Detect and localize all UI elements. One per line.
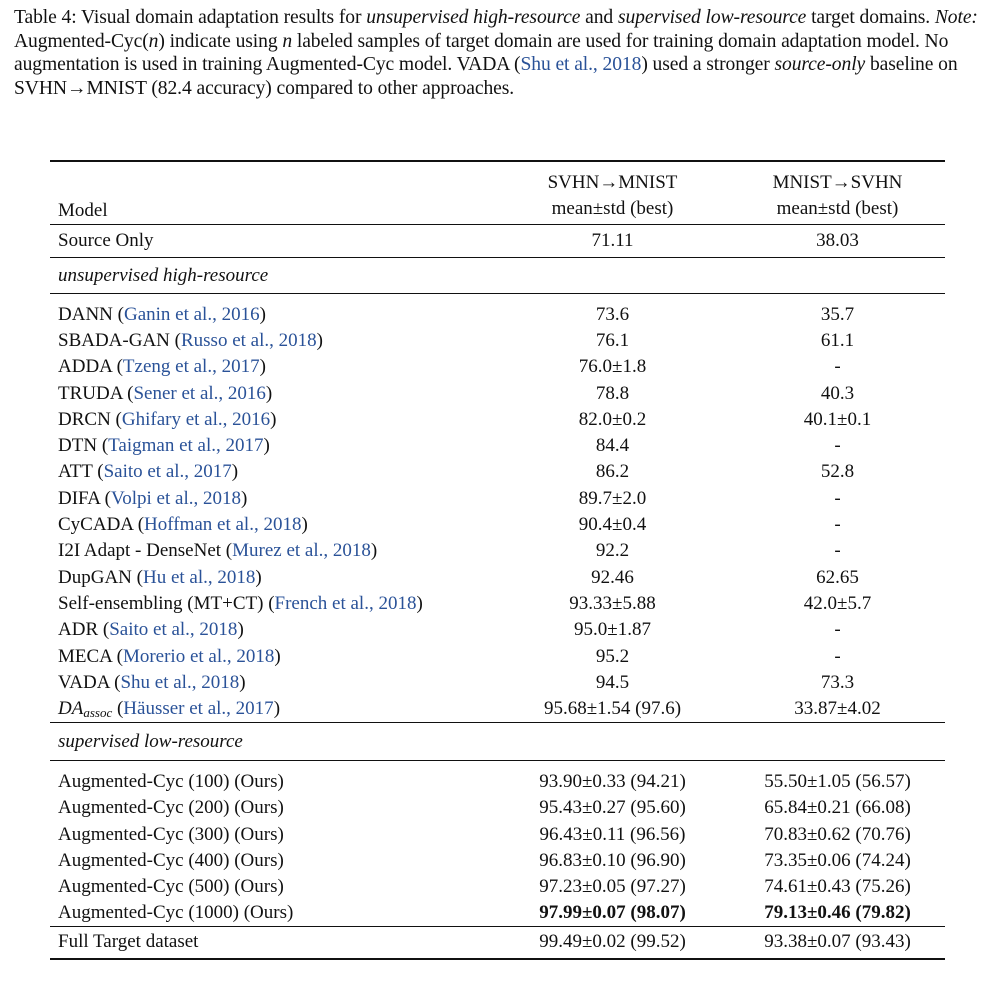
method-name: Augmented-Cyc (400) (Ours) [58,849,284,871]
citation-link[interactable]: Shu et al., 2018 [120,671,240,693]
mnist-svhn-value: - [834,435,841,457]
svhn-mnist-value: 76.1 [595,329,630,351]
citation-link[interactable]: French et al., 2018 [274,592,417,614]
mnist-svhn-value: 40.1±0.1 [803,408,872,430]
method-name: ADR [58,619,99,641]
method-name: Augmented-Cyc (200) (Ours) [58,797,284,819]
table-row: ATT (Saito et al., 2017) 86.2 52.8 [50,459,945,485]
svhn-mnist-value: 86.2 [595,461,630,483]
mnist-svhn-value: - [834,356,841,378]
da-assoc-name: DA [58,697,84,719]
mnist-svhn-value: 62.65 [816,566,859,588]
method-name: Augmented-Cyc (500) (Ours) [58,876,284,898]
table-row: Source Only 71.11 38.03 [50,225,945,258]
citation-link[interactable]: Volpi et al., 2018 [110,487,241,509]
mnist-svhn-value: - [834,540,841,562]
mnist-svhn-value: 52.8 [820,461,855,483]
table-row: DTN (Taigman et al., 2017) 84.4 - [50,433,945,459]
caption-label: Table 4: [14,7,77,28]
mnist-svhn-value: 65.84±0.21 (66.08) [764,797,911,819]
citation-link[interactable]: Morerio et al., 2018 [122,645,275,667]
table-row: CyCADA (Hoffman et al., 2018) 90.4±0.4 - [50,512,945,538]
table-row [50,795,945,821]
table-caption: Table 4: Visual domain adaptation results for unsupervised high-resource and supervised low-resource target domains. Note: Augmented-Cyc(n) indicate using n labeled samples of target domain are used for training domain adaptation model. No augmentation is used in training Augmented-Cyc model. VADA (Shu et al., 2018) used a stronger source-only baseline on SVHN→MNIST (82.4 accuracy) compared to other approaches. [14,7,978,99]
svhn-mnist-value: 95.43±0.27 (95.60) [539,797,686,819]
header-svhn-mnist: SVHN→MNIST mean±std (best) [495,161,730,225]
mnist-svhn-value: 40.3 [820,382,855,404]
citation-link[interactable]: Saito et al., 2018 [109,619,238,641]
table-row: DupGAN (Hu et al., 2018) 92.46 62.65 [50,564,945,590]
method-name: DTN [58,435,98,457]
method-name: Augmented-Cyc (300) (Ours) [58,823,284,845]
citation-link[interactable]: Murez et al., 2018 [232,540,371,562]
mnist-svhn-value: 73.35±0.06 (74.24) [764,849,911,871]
table-row: MECA (Morerio et al., 2018) 95.2 - [50,643,945,669]
citation-link[interactable]: Taigman et al., 2017 [108,435,264,457]
svhn-mnist-value: 76.0±1.8 [578,356,647,378]
table-row: ADDA (Tzeng et al., 2017) 76.0±1.8 - [50,354,945,380]
mnist-svhn-value: 74.61±0.43 (75.26) [764,876,911,898]
table-row: I2I Adapt - DenseNet (Murez et al., 2018) 92.2 - [50,538,945,564]
citation-link[interactable]: Hoffman et al., 2018 [144,514,302,536]
table-row: ADR (Saito et al., 2018) 95.0±1.87 - [50,617,945,643]
svhn-mnist-value: 84.4 [595,435,630,457]
table-row [50,848,945,874]
svhn-mnist-value: 93.90±0.33 (94.21) [539,771,686,793]
svhn-mnist-value: 89.7±2.0 [578,487,647,509]
table-row [50,769,945,795]
method-name: ADDA [58,356,112,378]
svhn-mnist-value: 94.5 [595,671,630,693]
method-name: MECA [58,645,112,667]
method-name: TRUDA [58,382,123,404]
svhn-mnist-value: 97.23±0.05 (97.27) [539,876,686,898]
method-name: VADA [58,671,110,693]
svhn-mnist-value: 90.4±0.4 [578,514,647,536]
citation-link[interactable]: Tzeng et al., 2017 [122,356,260,378]
table-row: $DA_{assoc}$ (Häusser et al., 2017) 95.68±1.54 (97.6) 33.87±4.02 [58,697,881,720]
svhn-mnist-value: 92.2 [595,540,630,562]
method-name: SBADA-GAN [58,329,170,351]
method-name: DIFA [58,487,100,509]
citation-link[interactable]: Russo et al., 2018 [180,329,317,351]
citation-link[interactable]: Sener et al., 2016 [133,382,266,404]
table-row: DANN (Ganin et al., 2016) 73.6 35.7 [50,302,945,328]
svhn-mnist-value: 92.46 [591,566,634,588]
table-row-full-target: Full Target dataset 99.49±0.02 (99.52) 93.38±0.07 (93.43) [50,927,945,959]
mnist-svhn-value: 73.3 [820,671,855,693]
mnist-svhn-value: 42.0±5.7 [803,592,872,614]
method-name: DupGAN [58,566,132,588]
method-name: DRCN [58,408,111,430]
method-name: Self-ensembling (MT+CT) [58,592,264,614]
svhn-mnist-value: 96.83±0.10 (96.90) [539,849,686,871]
svhn-mnist-value: 97.99±0.07 (98.07) [539,902,686,924]
svhn-mnist-value: 73.6 [595,303,630,325]
mnist-svhn-value: 79.13±0.46 (79.82) [764,902,911,924]
svhn-mnist-value: 95.2 [595,645,630,667]
table-row: Self-ensembling (MT+CT) (French et al., 2018) 93.33±5.88 42.0±5.7 [50,591,945,617]
svhn-mnist-value: 96.43±0.11 (96.56) [539,823,686,845]
table-row [50,874,945,900]
svhn-mnist-value: 95.0±1.87 [574,619,651,641]
results-table [50,160,945,960]
svhn-mnist-value: 82.0±0.2 [578,408,647,430]
mnist-svhn-value: - [834,514,841,536]
citation-link[interactable]: Saito et al., 2017 [103,461,232,483]
table-row: DRCN (Ghifary et al., 2016) 82.0±0.2 40.1±0.1 [50,407,945,433]
table-row [50,822,945,848]
method-name: DANN [58,303,113,325]
mnist-svhn-value: 35.7 [820,303,855,325]
section-header-unsupervised: unsupervised high-resource [50,258,945,294]
header-model: Model [50,161,495,225]
mnist-svhn-value: 70.83±0.62 (70.76) [764,823,911,845]
table-row: DIFA (Volpi et al., 2018) 89.7±2.0 - [50,486,945,512]
method-name: Augmented-Cyc (100) (Ours) [58,771,284,793]
mnist-svhn-value: - [834,645,841,667]
method-name: Augmented-Cyc (1000) (Ours) [58,902,294,924]
section-header-supervised: supervised low-resource [50,723,945,761]
mnist-svhn-value: - [834,619,841,641]
svhn-mnist-value: 78.8 [595,382,630,404]
citation-link[interactable]: Ganin et al., 2016 [123,303,260,325]
mnist-svhn-value: 55.50±1.05 (56.57) [764,771,911,793]
header-row [50,161,945,225]
table-row: TRUDA (Sener et al., 2016) 78.8 40.3 [50,380,945,406]
method-name: I2I Adapt - DenseNet [58,540,222,562]
mnist-svhn-value: 61.1 [820,329,855,351]
table-row: VADA (Shu et al., 2018) 94.5 73.3 [50,670,945,696]
citation-link[interactable]: Shu et al., 2018 [520,54,642,75]
svhn-mnist-value: 93.33±5.88 [569,592,656,614]
table-row [50,900,945,926]
header-mnist-svhn: MNIST→SVHN mean±std (best) [730,161,945,225]
citation-link[interactable]: Ghifary et al., 2016 [121,408,271,430]
citation-link[interactable]: Häusser et al., 2017 [123,697,274,719]
method-name: CyCADA [58,514,133,536]
method-name: ATT [58,461,93,483]
mnist-svhn-value: - [834,487,841,509]
citation-link[interactable]: Hu et al., 2018 [142,566,256,588]
table-row: SBADA-GAN (Russo et al., 2018) 76.1 61.1 [50,328,945,354]
